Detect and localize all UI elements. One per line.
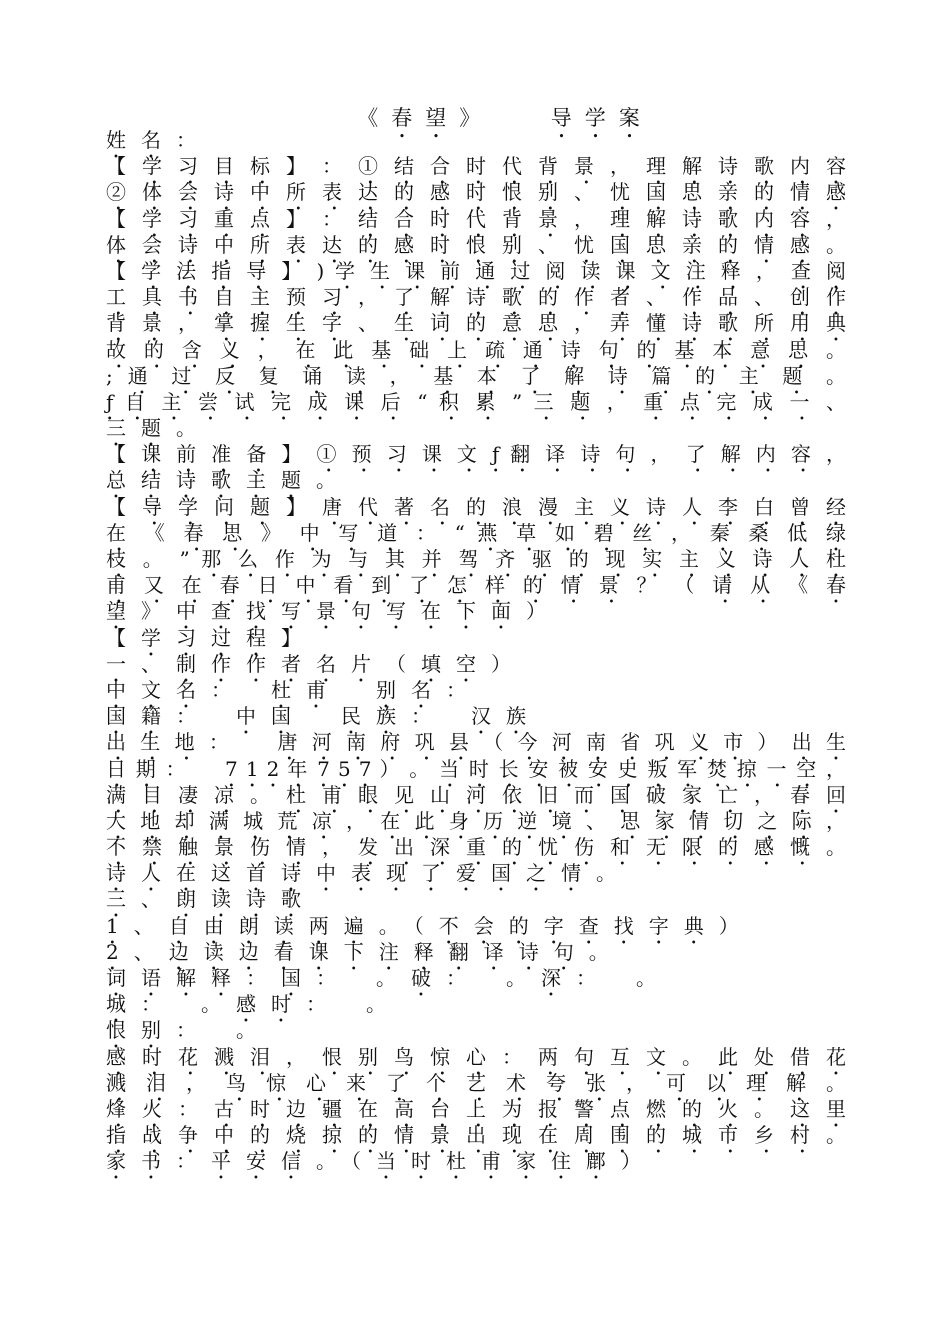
text-line: 【 学 法 指 导 】 ) 学 生 课 前 通 过 阅 读 课 文 注 释 ， 查 阅 <box>106 258 846 283</box>
text-line: 1、自由朗读两遍。（不会的字查找字典） <box>106 913 754 938</box>
text-line: 家书：平安信。（当时杜甫家住鄜） <box>106 1149 656 1174</box>
text-line: 工 具 书 自 主 预 习 ， 了 解 诗 歌 的 作 者 、 作 品 、 创 作 <box>106 285 846 310</box>
text-line: 【 课 前 准 备 】 ① 预 习 课 文 ƒ 翻 译 诗 句 ， 了 解 内 容 ， <box>106 442 846 467</box>
text-line: 大 地 却 满 城 荒 凉 ， 在 此 身 历 逆 境 、 思 家 情 切 之 际 ， <box>106 808 846 833</box>
text-line: 背 景 ， 掌 握 生 字 、 生 词 的 意 思 ， 弄 懂 诗 歌 所 用 典 <box>106 311 846 336</box>
text-line: 恨别： 。 <box>106 1018 271 1043</box>
text-line: 三、朗读诗歌 <box>106 887 316 912</box>
text-line: 【学习过程】 <box>106 625 316 650</box>
text-line: 甫 又 在 春 日 中 看 到 了 怎 样 的 情 景 ？ （ 请 从 《 春 <box>106 573 846 598</box>
text-line: 【 学 习 目 标 】 ： ① 结 合 时 代 背 景 ， 理 解 诗 歌 内 容 <box>106 154 846 179</box>
text-line: 【 导 学 问 题 】 唐 代 著 名 的 浪 漫 主 义 诗 人 李 白 曾 经 <box>106 494 846 519</box>
text-line: 烽 火 ： 古 时 边 疆 在 高 台 上 为 报 警 点 燃 的 火 。 这 里 <box>106 1096 846 1121</box>
text-line: ② 体 会 诗 中 所 表 达 的 感 时 恨 别 、 忧 国 思 亲 的 情 感 <box>106 180 846 205</box>
text-line: 不 禁 触 景 伤 情 ， 发 出 深 重 的 忧 伤 和 无 限 的 感 慨 。 <box>106 835 846 860</box>
document-body <box>106 127 846 1175</box>
text-line: 中文名： 杜甫 别名： <box>106 677 481 702</box>
text-line: 日 期 ： 7 1 2 年 7 5 7 ） 。 当 时 长 安 被 安 史 叛 军 焚 掠 一 空 ， <box>106 756 846 781</box>
text-line: 枝 。 ” 那 么 作 为 与 其 并 驾 齐 驱 的 现 实 主 义 诗 人 杜 <box>106 547 846 571</box>
text-line: 城： 。感时： 。 <box>106 992 401 1017</box>
text-line: 满 目 凄 凉 。 杜 甫 眼 见 山 河 依 旧 而 国 破 家 亡 ， 春 回 <box>106 782 846 807</box>
text-line: ; 通 过 反 复 诵 读 ， 基 本 了 解 诗 篇 的 主 题 。 <box>106 363 846 388</box>
text-line: 望》中查找写景句写在下面） <box>106 599 561 624</box>
document-title: 《春望》 导学案 <box>357 106 653 130</box>
text-line: 故 的 含 义 ， 在 此 基 础 上 疏 通 诗 句 的 基 本 意 思 。 <box>106 337 846 362</box>
text-line: 诗人在这首诗中表现了爱国之情。 <box>106 861 631 886</box>
text-line: 体 会 诗 中 所 表 达 的 感 时 恨 别 、 忧 国 思 亲 的 情 感 。 <box>106 232 846 257</box>
text-line: 一、制作作者名片（填空） <box>106 651 526 676</box>
text-line: 总结诗歌主题。 <box>106 468 351 493</box>
text-line: 三题。 <box>106 416 211 441</box>
text-line: 姓名： <box>106 128 211 152</box>
text-line: 词语解释：国： 。破： 。深： 。 <box>106 966 671 990</box>
text-line: 国籍： 中国 民族： 汉族 <box>106 704 541 729</box>
text-line: ƒ 自 主 尝 试 完 成 课 后 “ 积 累 ” 三 题 ， 重 点 完 成 一 、 <box>106 389 846 414</box>
text-line: 2、边读边看课下注释翻译诗句。 <box>106 939 624 964</box>
text-line: 在 《 春 思 》 中 写 道 ： “ 燕 草 如 碧 丝 ， 秦 桑 低 绿 <box>106 520 846 545</box>
text-line: 【 学 习 重 点 】 ： 结 合 时 代 背 景 ， 理 解 诗 歌 内 容 ， <box>106 206 846 231</box>
text-line: 溅 泪 ， 鸟 惊 心 来 了 个 艺 术 夸 张 ， 可 以 理 解 。 <box>106 1070 846 1095</box>
text-line: 感 时 花 溅 泪 ， 恨 别 鸟 惊 心 ： 两 句 互 文 。 此 处 借 花 <box>106 1044 846 1069</box>
text-line: 指 战 争 中 的 烧 掠 的 情 景 出 现 在 周 围 的 城 市 乡 村 。 <box>106 1123 846 1148</box>
text-line: 出 生 地 ： 唐 河 南 府 巩 县 （ 今 河 南 省 巩 义 市 ） 出 生 <box>106 730 846 755</box>
